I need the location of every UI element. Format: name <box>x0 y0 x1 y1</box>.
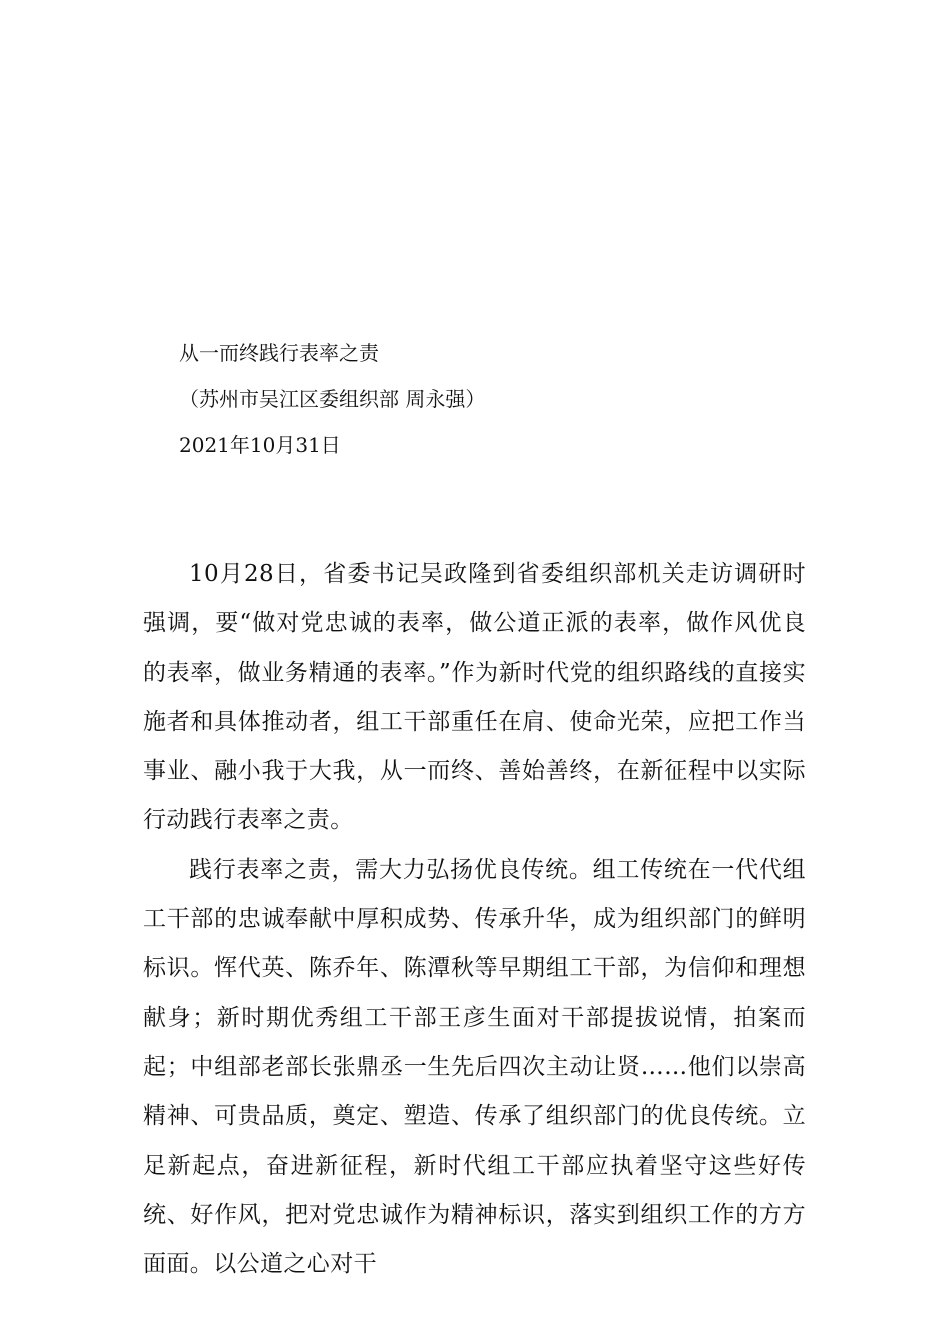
paragraph-1: 10月28日，省委书记吴政隆到省委组织部机关走访调研时强调，要“做对党忠诚的表率，做公道正派的表率，做作风优良的表率，做业务精通的表率。”作为新时代党的组织路线的直接实施者和具体推动者，组工干部重任在肩、使命光荣，应把工作当事业、融小我于大我，从一而终、善始善终，在新征程中以实际行动践行表率之责。 <box>143 561 806 834</box>
paragraph-2: 践行表率之责，需大力弘扬优良传统。组工传统在一代代组工干部的忠诚奉献中厚积成势、传承升华，成为组织部门的鲜明标识。恽代英、陈乔年、陈潭秋等早期组工干部，为信仰和理想献身；新时期优秀组工干部王彦生面对干部提拔说情，拍案而起；中组部老部长张鼎丞一生先后四次主动让贤……他们以崇高精神、可贵品质，奠定、塑造、传承了组织部门的优良传统。立足新起点，奋进新征程，新时代组工干部应执着坚守这些好传统、好作风，把对党忠诚作为精神标识，落实到组织工作的方方面面。以公道之心对干 <box>143 856 806 1278</box>
document-byline: （苏州市吴江区委组织部 周永强） <box>179 387 486 411</box>
document-content <box>143 330 806 1289</box>
document-title: 从一而终践行表率之责 <box>179 341 379 365</box>
blank-line <box>143 468 806 550</box>
document-date: 2021年10月31日 <box>179 433 341 457</box>
